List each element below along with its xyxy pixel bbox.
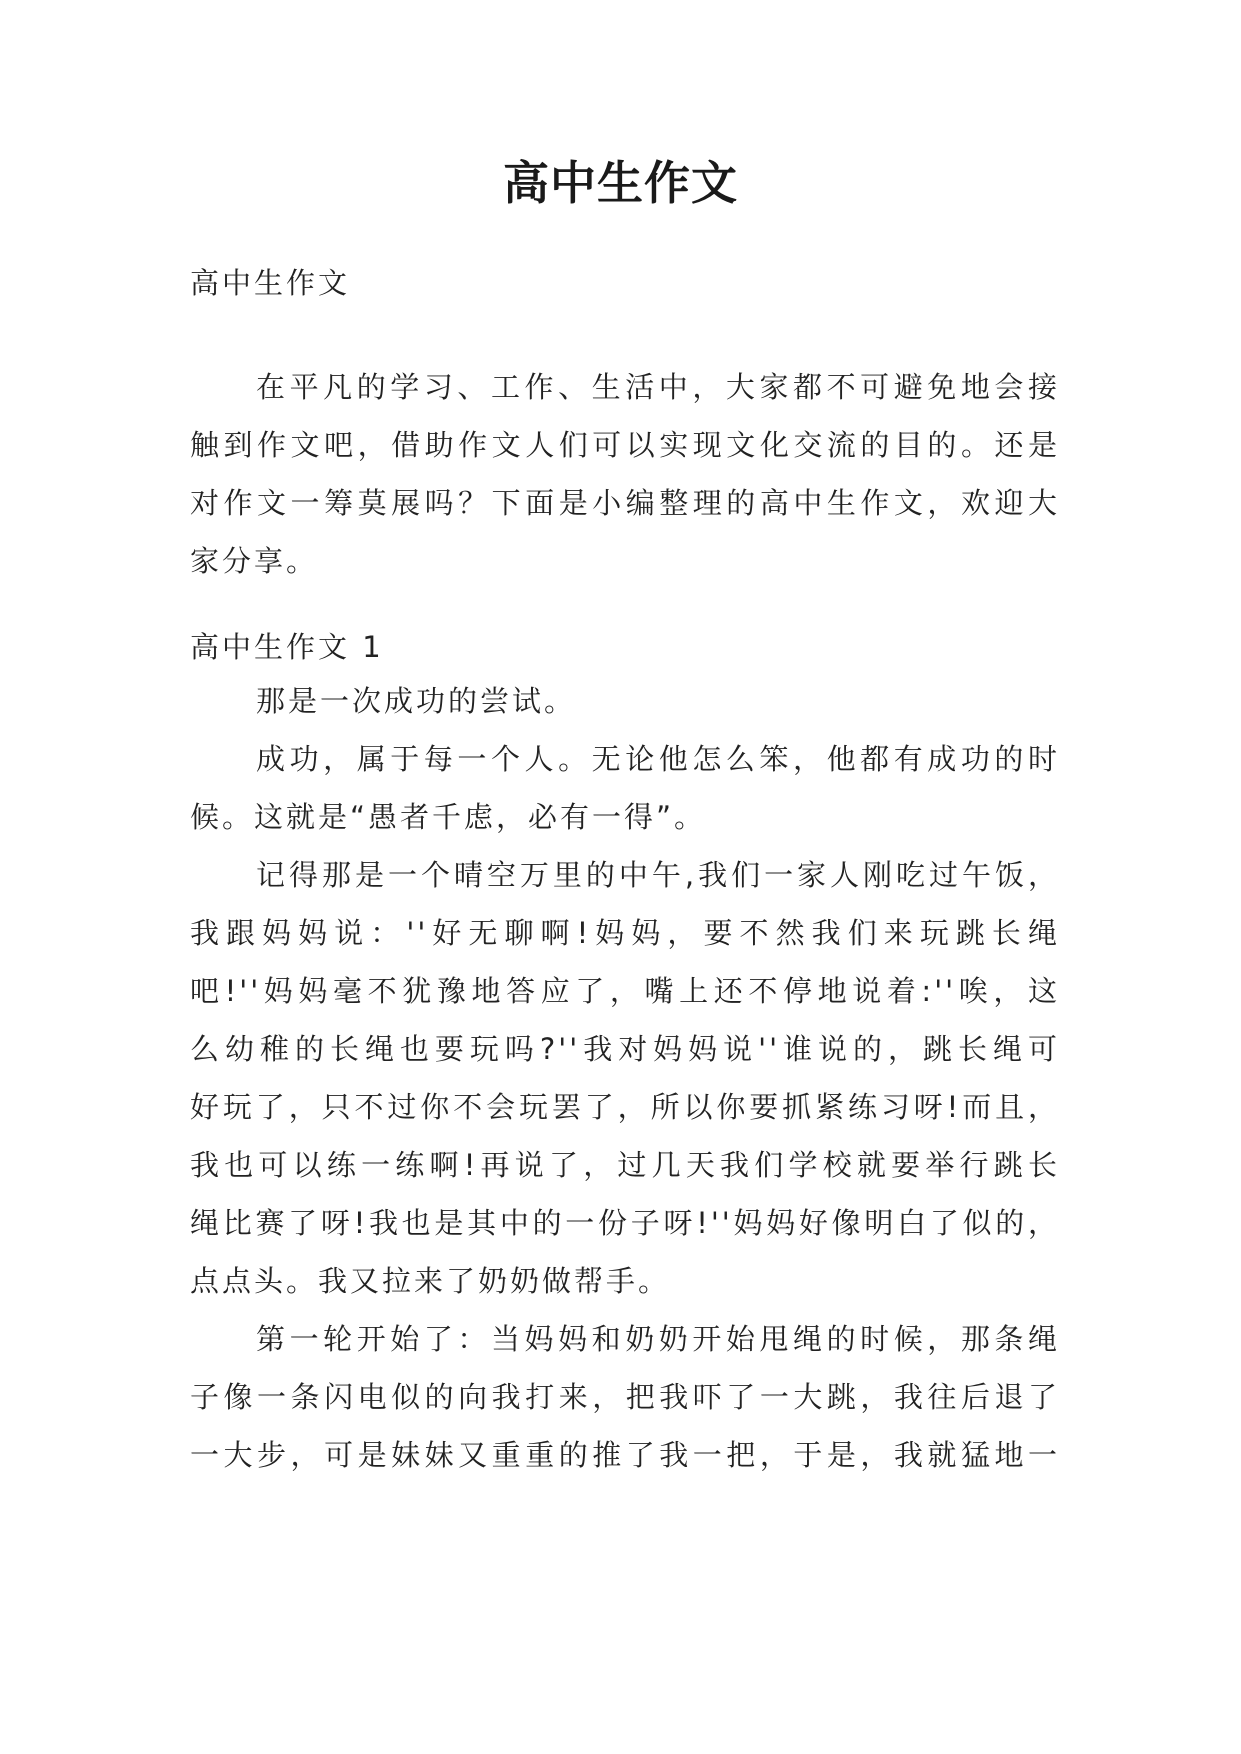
intro-line: 触到作文吧，借助作文人们可以实现文化交流的目的。还是 bbox=[190, 428, 1060, 462]
body-line: 好玩了，只不过你不会玩罢了，所以你要抓紧练习呀!而且， bbox=[190, 1090, 1060, 1124]
body-line: 候。这就是“愚者千虑，必有一得”。 bbox=[190, 800, 707, 834]
section-heading-text: 高中生作文 1 bbox=[190, 630, 384, 664]
body-line: 点点头。我又拉来了奶奶做帮手。 bbox=[190, 1264, 671, 1298]
body-line: 吧!''妈妈毫不犹豫地答应了，嘴上还不停地说着:''唉，这 bbox=[190, 974, 1060, 1008]
body-line: 记得那是一个晴空万里的中午,我们一家人刚吃过午饭， bbox=[256, 858, 1060, 892]
intro-paragraph bbox=[190, 358, 1060, 590]
body-line: 第一轮开始了：当妈妈和奶奶开始甩绳的时候，那条绳 bbox=[256, 1322, 1060, 1356]
section-heading bbox=[190, 618, 1060, 676]
subtitle-line: 高中生作文 bbox=[190, 266, 351, 300]
intro-line: 家分享。 bbox=[190, 544, 319, 578]
body-line: 那是一次成功的尝试。 bbox=[256, 684, 577, 718]
body-line: 我跟妈妈说：''好无聊啊!妈妈，要不然我们来玩跳长绳 bbox=[190, 916, 1060, 950]
body-line: 子像一条闪电似的向我打来，把我吓了一大跳，我往后退了 bbox=[190, 1380, 1060, 1414]
document-title: 高中生作文 bbox=[503, 156, 738, 210]
body-line: 我也可以练一练啊!再说了，过几天我们学校就要举行跳长 bbox=[190, 1148, 1060, 1182]
body-line: 绳比赛了呀!我也是其中的一份子呀!''妈妈好像明白了似的， bbox=[190, 1206, 1060, 1240]
body-line: 么幼稚的长绳也要玩吗?''我对妈妈说''谁说的，跳长绳可 bbox=[190, 1032, 1060, 1066]
intro-line: 对作文一筹莫展吗？下面是小编整理的高中生作文，欢迎大 bbox=[190, 486, 1060, 520]
document-subtitle bbox=[190, 254, 1060, 312]
intro-line: 在平凡的学习、工作、生活中，大家都不可避免地会接 bbox=[256, 370, 1060, 404]
body-line: 成功，属于每一个人。无论他怎么笨，他都有成功的时 bbox=[256, 742, 1060, 776]
body-line: 一大步，可是妹妹又重重的推了我一把，于是，我就猛地一 bbox=[190, 1438, 1060, 1472]
section-body bbox=[190, 672, 1060, 1484]
